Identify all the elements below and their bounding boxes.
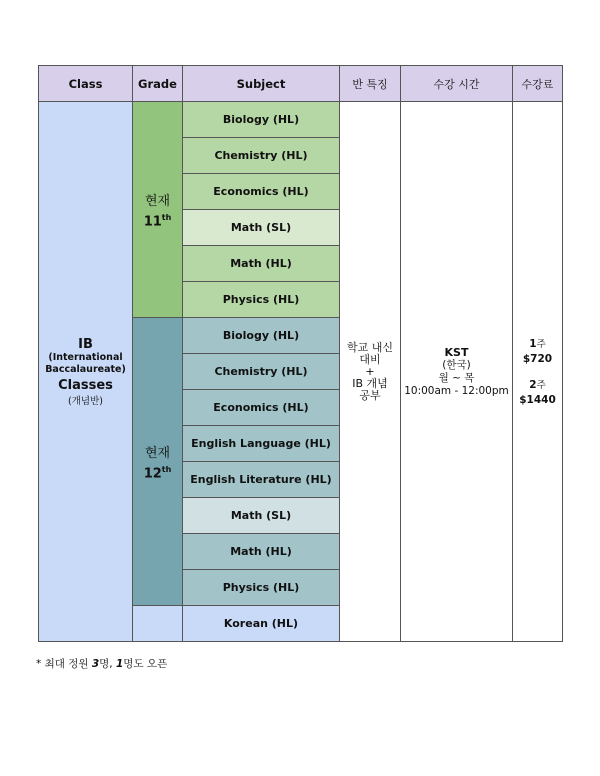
- subject-cell: Biology (HL): [183, 318, 340, 354]
- subject-cell: Chemistry (HL): [183, 138, 340, 174]
- subject-cell: Economics (HL): [183, 174, 340, 210]
- grade-11-number: 11th: [143, 212, 172, 230]
- table-row: [39, 102, 563, 138]
- fee-one-week: 1주: [529, 337, 546, 350]
- header-class: Class: [39, 66, 133, 102]
- grade-12-cell: [133, 318, 183, 606]
- header-fee: 수강료: [513, 66, 563, 102]
- subject-cell: Biology (HL): [183, 102, 340, 138]
- grade-12-number: 12th: [143, 464, 172, 482]
- class-concept: (개념반): [68, 395, 103, 407]
- time-cell: [401, 102, 513, 642]
- class-fullname-1: (International: [48, 351, 123, 363]
- subject-cell: Chemistry (HL): [183, 354, 340, 390]
- class-ib: IB: [78, 336, 93, 352]
- subject-cell: Math (SL): [183, 498, 340, 534]
- time-days: 월 ~ 목: [438, 371, 475, 384]
- fee-two-week-price: $1440: [519, 393, 556, 406]
- grade-11-cell: [133, 102, 183, 318]
- header-row: [39, 66, 563, 102]
- header-grade: Grade: [133, 66, 183, 102]
- subject-cell: Math (SL): [183, 210, 340, 246]
- fee-two-week: 2주: [529, 378, 546, 391]
- grade-12-label: 현재: [144, 445, 171, 461]
- subject-cell: Math (HL): [183, 534, 340, 570]
- class-name-cell: [39, 102, 133, 642]
- header-time: 수강 시간: [401, 66, 513, 102]
- subject-cell: Physics (HL): [183, 570, 340, 606]
- capacity-footnote: * 최대 정원 3명, 1명도 오픈: [36, 658, 168, 670]
- class-fullname-2: Baccalaureate): [45, 363, 126, 375]
- grade-11-label: 현재: [144, 193, 171, 209]
- time-kst: KST: [444, 345, 469, 359]
- subject-cell: Math (HL): [183, 246, 340, 282]
- fee-one-week-price: $720: [522, 352, 553, 365]
- subject-cell: Physics (HL): [183, 282, 340, 318]
- time-country: (한국): [442, 358, 471, 371]
- subject-cell: Korean (HL): [183, 606, 340, 642]
- header-subject: Subject: [183, 66, 340, 102]
- subject-cell: Economics (HL): [183, 390, 340, 426]
- fee-cell: [513, 102, 563, 642]
- class-schedule-table: [38, 65, 563, 642]
- subject-cell: English Literature (HL): [183, 462, 340, 498]
- class-classes: Classes: [58, 377, 113, 393]
- feature-cell: 학교 내신 대비 + IB 개념 공부: [340, 102, 401, 642]
- time-hours: 10:00am - 12:00pm: [404, 384, 509, 397]
- grade-empty-cell: [133, 606, 183, 642]
- subject-cell: English Language (HL): [183, 426, 340, 462]
- header-feature: 반 특징: [340, 66, 401, 102]
